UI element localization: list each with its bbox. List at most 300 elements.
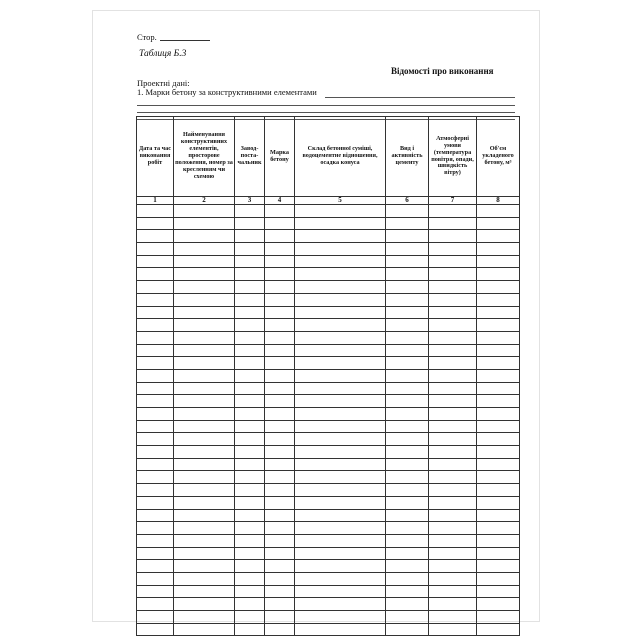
table-cell[interactable]	[265, 433, 295, 446]
table-cell[interactable]	[137, 560, 174, 573]
table-cell[interactable]	[265, 484, 295, 497]
table-cell[interactable]	[174, 357, 235, 370]
table-cell[interactable]	[137, 484, 174, 497]
table-cell[interactable]	[295, 547, 386, 560]
table-cell[interactable]	[386, 395, 429, 408]
table-cell[interactable]	[265, 331, 295, 344]
table-cell[interactable]	[429, 598, 477, 611]
table-cell[interactable]	[265, 547, 295, 560]
table-row	[137, 458, 520, 471]
table-cell[interactable]	[295, 598, 386, 611]
table-cell[interactable]	[477, 611, 520, 624]
table-cell[interactable]	[174, 572, 235, 585]
table-cell[interactable]	[174, 585, 235, 598]
table-cell[interactable]	[295, 331, 386, 344]
table-cell[interactable]	[235, 217, 265, 230]
table-cell[interactable]	[235, 598, 265, 611]
table-cell[interactable]	[477, 293, 520, 306]
table-cell[interactable]	[386, 217, 429, 230]
table-cell[interactable]	[429, 306, 477, 319]
table-cell[interactable]	[295, 306, 386, 319]
table-cell[interactable]	[137, 319, 174, 332]
table-cell[interactable]	[429, 446, 477, 459]
column-header: Атмосферні умови (температура повітря, опади, швидкість вітру)	[429, 117, 477, 197]
page-number-field	[137, 32, 210, 42]
table-cell[interactable]	[235, 319, 265, 332]
table-cell[interactable]	[235, 205, 265, 218]
table-cell[interactable]	[429, 433, 477, 446]
table-cell[interactable]	[295, 357, 386, 370]
table-cell[interactable]	[174, 268, 235, 281]
table-cell[interactable]	[295, 534, 386, 547]
table-cell[interactable]	[235, 344, 265, 357]
table-cell[interactable]	[429, 395, 477, 408]
table-cell[interactable]	[235, 585, 265, 598]
table-cell[interactable]	[429, 611, 477, 624]
table-cell[interactable]	[429, 522, 477, 535]
table-cell[interactable]	[295, 446, 386, 459]
table-cell[interactable]	[386, 331, 429, 344]
table-cell[interactable]	[174, 547, 235, 560]
table-cell[interactable]	[265, 420, 295, 433]
table-cell[interactable]	[137, 243, 174, 256]
table-cell[interactable]	[386, 433, 429, 446]
table-cell[interactable]	[137, 344, 174, 357]
table-cell[interactable]	[477, 243, 520, 256]
table-cell[interactable]	[477, 446, 520, 459]
table-cell[interactable]	[477, 306, 520, 319]
table-cell[interactable]	[265, 585, 295, 598]
table-cell[interactable]	[295, 255, 386, 268]
table-cell[interactable]	[137, 205, 174, 218]
table-cell[interactable]	[386, 598, 429, 611]
table-cell[interactable]	[265, 306, 295, 319]
table-cell[interactable]	[386, 205, 429, 218]
table-cell[interactable]	[429, 369, 477, 382]
table-cell[interactable]	[174, 331, 235, 344]
table-cell[interactable]	[477, 357, 520, 370]
table-cell[interactable]	[386, 496, 429, 509]
table-cell[interactable]	[174, 205, 235, 218]
table-cell[interactable]	[477, 344, 520, 357]
table-row	[137, 331, 520, 344]
table-cell[interactable]	[386, 281, 429, 294]
table-cell[interactable]	[477, 395, 520, 408]
table-cell[interactable]	[295, 230, 386, 243]
table-cell[interactable]	[429, 331, 477, 344]
table-cell[interactable]	[265, 408, 295, 421]
table-row	[137, 344, 520, 357]
table-cell[interactable]	[295, 458, 386, 471]
table-row	[137, 408, 520, 421]
table-cell[interactable]	[137, 446, 174, 459]
design-data-blank-line[interactable]	[137, 112, 515, 113]
table-row	[137, 534, 520, 547]
table-cell[interactable]	[174, 408, 235, 421]
table-cell[interactable]	[429, 585, 477, 598]
table-cell[interactable]	[265, 560, 295, 573]
table-cell[interactable]	[429, 230, 477, 243]
table-cell[interactable]	[265, 572, 295, 585]
table-cell[interactable]	[429, 560, 477, 573]
table-cell[interactable]	[429, 496, 477, 509]
table-cell[interactable]	[265, 243, 295, 256]
table-cell[interactable]	[477, 496, 520, 509]
table-cell[interactable]	[265, 319, 295, 332]
table-cell[interactable]	[295, 509, 386, 522]
table-cell[interactable]	[295, 611, 386, 624]
table-cell[interactable]	[235, 281, 265, 294]
table-cell[interactable]	[477, 534, 520, 547]
table-cell[interactable]	[477, 331, 520, 344]
table-cell[interactable]	[429, 344, 477, 357]
table-cell[interactable]	[235, 369, 265, 382]
table-cell[interactable]	[265, 293, 295, 306]
table-cell[interactable]	[265, 496, 295, 509]
table-cell[interactable]	[174, 382, 235, 395]
table-cell[interactable]	[386, 230, 429, 243]
table-cell[interactable]	[235, 420, 265, 433]
table-cell[interactable]	[477, 585, 520, 598]
table-cell[interactable]	[174, 446, 235, 459]
table-cell[interactable]	[386, 369, 429, 382]
table-row	[137, 611, 520, 624]
table-cell[interactable]	[174, 243, 235, 256]
table-cell[interactable]	[174, 344, 235, 357]
table-cell[interactable]	[429, 268, 477, 281]
table-cell[interactable]	[265, 281, 295, 294]
table-cell[interactable]	[386, 306, 429, 319]
table-cell[interactable]	[235, 446, 265, 459]
table-cell[interactable]	[429, 319, 477, 332]
table-cell[interactable]	[235, 471, 265, 484]
table-cell[interactable]	[137, 420, 174, 433]
table-cell[interactable]	[386, 522, 429, 535]
table-cell[interactable]	[137, 230, 174, 243]
table-cell[interactable]	[429, 547, 477, 560]
table-cell[interactable]	[265, 255, 295, 268]
table-cell[interactable]	[137, 369, 174, 382]
table-cell[interactable]	[174, 471, 235, 484]
header-row	[137, 117, 520, 197]
table-cell[interactable]	[265, 534, 295, 547]
table-cell[interactable]	[295, 420, 386, 433]
table-cell[interactable]	[235, 408, 265, 421]
table-cell[interactable]	[386, 471, 429, 484]
table-cell[interactable]	[429, 382, 477, 395]
table-cell[interactable]	[265, 471, 295, 484]
page-number-blank[interactable]	[160, 40, 210, 41]
design-data-blank-line[interactable]	[137, 105, 515, 106]
table-cell[interactable]	[137, 408, 174, 421]
table-cell[interactable]	[137, 572, 174, 585]
column-header: Марка бетону	[265, 117, 295, 197]
table-cell[interactable]	[174, 281, 235, 294]
table-row	[137, 560, 520, 573]
table-cell[interactable]	[174, 598, 235, 611]
table-cell[interactable]	[235, 293, 265, 306]
table-cell[interactable]	[137, 395, 174, 408]
table-cell[interactable]	[265, 458, 295, 471]
table-cell[interactable]	[295, 572, 386, 585]
table-cell[interactable]	[429, 408, 477, 421]
table-cell[interactable]	[235, 306, 265, 319]
table-cell[interactable]	[477, 433, 520, 446]
table-cell[interactable]	[295, 319, 386, 332]
concrete-grades-blank[interactable]	[325, 97, 515, 98]
table-cell[interactable]	[174, 369, 235, 382]
table-cell[interactable]	[235, 560, 265, 573]
table-cell[interactable]	[235, 255, 265, 268]
table-row	[137, 255, 520, 268]
table-cell[interactable]	[265, 611, 295, 624]
table-cell[interactable]	[235, 395, 265, 408]
table-cell[interactable]	[174, 255, 235, 268]
table-cell[interactable]	[386, 268, 429, 281]
table-cell[interactable]	[174, 509, 235, 522]
work-log-table	[136, 116, 520, 636]
table-cell[interactable]	[265, 598, 295, 611]
table-cell[interactable]	[477, 408, 520, 421]
table-cell[interactable]	[477, 319, 520, 332]
table-cell[interactable]	[429, 293, 477, 306]
table-cell[interactable]	[477, 509, 520, 522]
table-cell[interactable]	[265, 205, 295, 218]
table-cell[interactable]	[235, 496, 265, 509]
table-cell[interactable]	[137, 496, 174, 509]
table-cell[interactable]	[477, 281, 520, 294]
table-cell[interactable]	[477, 522, 520, 535]
table-body	[137, 205, 520, 636]
table-cell[interactable]	[429, 509, 477, 522]
table-cell[interactable]	[429, 357, 477, 370]
table-cell[interactable]	[235, 230, 265, 243]
table-cell[interactable]	[477, 547, 520, 560]
column-header: Дата та час виконання робіт	[137, 117, 174, 197]
table-cell[interactable]	[386, 255, 429, 268]
table-cell[interactable]	[137, 522, 174, 535]
table-cell[interactable]	[295, 484, 386, 497]
table-cell[interactable]	[137, 458, 174, 471]
table-cell[interactable]	[477, 369, 520, 382]
table-cell[interactable]	[235, 534, 265, 547]
table-cell[interactable]	[137, 433, 174, 446]
table-cell[interactable]	[429, 534, 477, 547]
table-cell[interactable]	[295, 382, 386, 395]
table-cell[interactable]	[386, 484, 429, 497]
table-cell[interactable]	[386, 243, 429, 256]
table-cell[interactable]	[386, 446, 429, 459]
table-cell[interactable]	[235, 458, 265, 471]
table-cell[interactable]	[137, 534, 174, 547]
table-cell[interactable]	[295, 243, 386, 256]
table-cell[interactable]	[265, 395, 295, 408]
table-cell[interactable]	[174, 496, 235, 509]
table-cell[interactable]	[174, 217, 235, 230]
table-cell[interactable]	[174, 458, 235, 471]
column-number: 1	[137, 197, 174, 205]
table-cell[interactable]	[386, 408, 429, 421]
table-cell[interactable]	[477, 458, 520, 471]
table-cell[interactable]	[265, 230, 295, 243]
table-cell[interactable]	[174, 522, 235, 535]
column-header: Об'єм укладеного бетону, м³	[477, 117, 520, 197]
table-cell[interactable]	[235, 547, 265, 560]
table-cell[interactable]	[386, 319, 429, 332]
table-cell[interactable]	[386, 357, 429, 370]
table-cell[interactable]	[386, 420, 429, 433]
table-cell[interactable]	[174, 534, 235, 547]
table-cell[interactable]	[235, 611, 265, 624]
table-cell[interactable]	[174, 611, 235, 624]
table-cell[interactable]	[477, 484, 520, 497]
table-cell[interactable]	[265, 369, 295, 382]
table-cell[interactable]	[174, 420, 235, 433]
table-cell[interactable]	[477, 230, 520, 243]
table-cell[interactable]	[174, 433, 235, 446]
column-number: 8	[477, 197, 520, 205]
table-cell[interactable]	[295, 408, 386, 421]
table-cell[interactable]	[137, 509, 174, 522]
table-cell[interactable]	[386, 509, 429, 522]
table-cell[interactable]	[477, 598, 520, 611]
table-row	[137, 572, 520, 585]
table-cell[interactable]	[137, 585, 174, 598]
column-number-row	[137, 197, 520, 205]
table-cell[interactable]	[137, 357, 174, 370]
table-cell[interactable]	[295, 281, 386, 294]
page-label: Стор.	[137, 32, 157, 42]
table-cell[interactable]	[295, 217, 386, 230]
table-cell[interactable]	[477, 255, 520, 268]
table-cell[interactable]	[477, 205, 520, 218]
table-id: Таблиця Б.3	[139, 49, 187, 59]
table-cell[interactable]	[386, 560, 429, 573]
table-cell[interactable]	[174, 484, 235, 497]
table-cell[interactable]	[295, 369, 386, 382]
table-cell[interactable]	[477, 560, 520, 573]
table-cell[interactable]	[265, 509, 295, 522]
table-cell[interactable]	[386, 293, 429, 306]
table-cell[interactable]	[477, 268, 520, 281]
table-cell[interactable]	[137, 293, 174, 306]
table-cell[interactable]	[429, 205, 477, 218]
table-cell[interactable]	[477, 217, 520, 230]
table-cell[interactable]	[137, 547, 174, 560]
table-cell[interactable]	[429, 420, 477, 433]
table-cell[interactable]	[174, 560, 235, 573]
table-cell[interactable]	[235, 243, 265, 256]
table-cell[interactable]	[174, 395, 235, 408]
table-cell[interactable]	[295, 205, 386, 218]
table-cell[interactable]	[295, 433, 386, 446]
table-cell[interactable]	[137, 331, 174, 344]
table-cell[interactable]	[265, 522, 295, 535]
table-cell[interactable]	[235, 572, 265, 585]
table-cell[interactable]	[295, 585, 386, 598]
table-cell[interactable]	[386, 458, 429, 471]
table-cell[interactable]	[429, 217, 477, 230]
column-number: 3	[235, 197, 265, 205]
table-cell[interactable]	[137, 382, 174, 395]
table-cell[interactable]	[235, 268, 265, 281]
table-cell[interactable]	[429, 572, 477, 585]
table-cell[interactable]	[137, 268, 174, 281]
table-cell[interactable]	[265, 357, 295, 370]
table-cell[interactable]	[386, 585, 429, 598]
table-row	[137, 484, 520, 497]
table-cell[interactable]	[235, 484, 265, 497]
table-cell[interactable]	[174, 230, 235, 243]
table-cell[interactable]	[477, 471, 520, 484]
table-cell[interactable]	[235, 433, 265, 446]
table-cell[interactable]	[235, 382, 265, 395]
table-cell[interactable]	[386, 344, 429, 357]
table-cell[interactable]	[386, 382, 429, 395]
table-cell[interactable]	[295, 395, 386, 408]
table-cell[interactable]	[477, 572, 520, 585]
table-cell[interactable]	[295, 522, 386, 535]
table-cell[interactable]	[137, 255, 174, 268]
table-cell[interactable]	[429, 471, 477, 484]
table-cell[interactable]	[137, 281, 174, 294]
table-row	[137, 433, 520, 446]
table-cell[interactable]	[137, 471, 174, 484]
table-cell[interactable]	[265, 217, 295, 230]
column-number: 2	[174, 197, 235, 205]
table-cell[interactable]	[265, 268, 295, 281]
table-cell[interactable]	[429, 458, 477, 471]
table-cell[interactable]	[174, 319, 235, 332]
table-row	[137, 205, 520, 218]
table-cell[interactable]	[174, 293, 235, 306]
table-cell[interactable]	[137, 306, 174, 319]
table-row	[137, 471, 520, 484]
table-cell[interactable]	[235, 522, 265, 535]
table-cell[interactable]	[386, 534, 429, 547]
table-cell[interactable]	[137, 598, 174, 611]
table-cell[interactable]	[235, 357, 265, 370]
form-sheet	[92, 10, 540, 622]
table-cell[interactable]	[174, 306, 235, 319]
table-row	[137, 598, 520, 611]
table-cell[interactable]	[429, 484, 477, 497]
table-cell[interactable]	[429, 281, 477, 294]
table-cell[interactable]	[235, 331, 265, 344]
table-cell[interactable]	[477, 382, 520, 395]
table-cell[interactable]	[235, 509, 265, 522]
table-cell[interactable]	[477, 420, 520, 433]
table-cell[interactable]	[295, 496, 386, 509]
table-cell[interactable]	[295, 268, 386, 281]
table-cell[interactable]	[137, 611, 174, 624]
table-cell[interactable]	[137, 217, 174, 230]
table-cell[interactable]	[265, 344, 295, 357]
table-cell[interactable]	[295, 344, 386, 357]
table-cell[interactable]	[265, 446, 295, 459]
table-cell[interactable]	[386, 547, 429, 560]
table-cell[interactable]	[295, 471, 386, 484]
table-row	[137, 230, 520, 243]
table-cell[interactable]	[295, 293, 386, 306]
table-row	[137, 522, 520, 535]
table-cell[interactable]	[429, 243, 477, 256]
table-cell[interactable]	[386, 611, 429, 624]
table-cell[interactable]	[429, 255, 477, 268]
table-cell[interactable]	[386, 572, 429, 585]
table-cell[interactable]	[265, 382, 295, 395]
table-cell[interactable]	[295, 560, 386, 573]
